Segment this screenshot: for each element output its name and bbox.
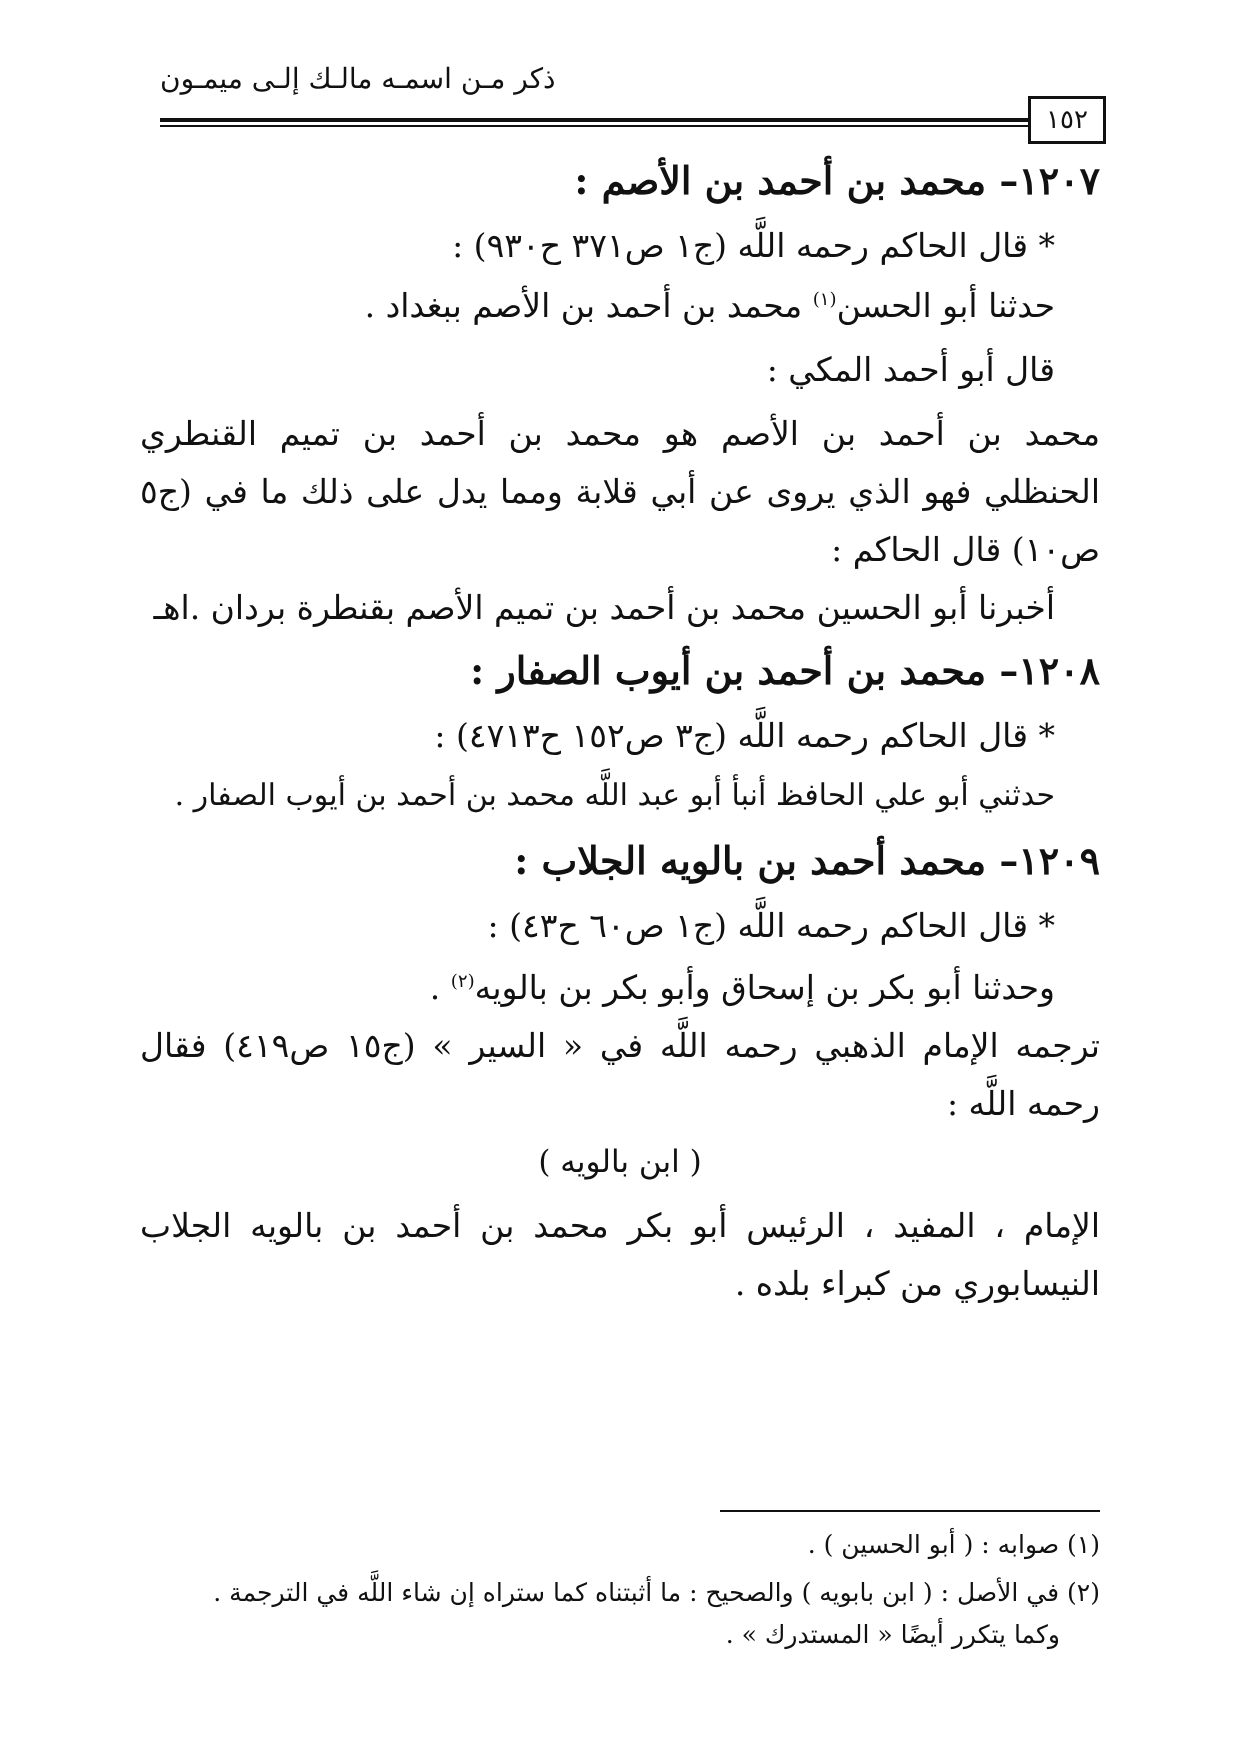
body-line: الحنظلي فهو الذي يروى عن أبي قلابة ومما يدل على ذلك ما في (ج٥ xyxy=(140,472,1100,511)
body-line xyxy=(365,286,1055,325)
narration-text-cont: محمد بن أحمد بن الأصم ببغداد . xyxy=(364,286,803,325)
footnote-2: (٢) في الأصل : ( ابن بابويه ) والصحيح : ما أثبتناه كما ستراه إن شاء اللَّه في الترجمة . xyxy=(213,1578,1100,1607)
footnote-rule xyxy=(720,1510,1100,1512)
body-line: قال أبو أحمد المكي : xyxy=(766,350,1055,389)
page-number: ١٥٢ xyxy=(1046,105,1088,135)
narration-text: حدثنا أبو الحسن xyxy=(836,286,1055,325)
body-line: رحمه اللَّه : xyxy=(946,1084,1100,1123)
body-line: ص١٠) قال الحاكم : xyxy=(831,530,1100,569)
entry-heading-1209: ١٢٠٩– محمد أحمد بن بالويه الجلاب : xyxy=(514,838,1100,883)
citation-1209: * قال الحاكم رحمه اللَّه (ج١ ص٦٠ ح٤٣) : xyxy=(487,906,1055,945)
body-line: أخبرنا أبو الحسين محمد بن أحمد بن تميم الأصم بقنطرة بردان .اهـ xyxy=(153,588,1055,627)
entry-heading-1208: ١٢٠٨– محمد بن أحمد بن أيوب الصفار : xyxy=(470,648,1100,693)
narration-text: وحدثنا أبو بكر بن إسحاق وأبو بكر بن بالويه xyxy=(474,968,1055,1007)
body-line: محمد بن أحمد بن الأصم هو محمد بن أحمد بن تميم القنطري xyxy=(140,414,1100,453)
citation-1208: * قال الحاكم رحمه اللَّه (ج٣ ص١٥٢ ح٤٧١٣) : xyxy=(434,716,1055,755)
footnote-2-cont: وكما يتكرر أيضًا « المستدرك » . xyxy=(725,1620,1060,1649)
body-line xyxy=(430,968,1055,1007)
footnote-marker-1: (١) xyxy=(812,289,837,310)
footnote-1: (١) صوابه : ( أبو الحسين ) . xyxy=(807,1530,1100,1559)
citation-1207: * قال الحاكم رحمه اللَّه (ج١ ص٣٧١ ح٩٣٠) : xyxy=(452,226,1055,265)
narration-end: . xyxy=(429,968,441,1007)
running-header-title: ذكر مـن اسمـه مالـك إلـى ميمـون xyxy=(160,62,556,95)
header-rule xyxy=(160,118,1030,127)
body-line: حدثني أبو علي الحافظ أنبأ أبو عبد اللَّه محمد بن أحمد بن أيوب الصفار . xyxy=(174,778,1055,813)
body-line: النيسابوري من كبراء بلده . xyxy=(734,1264,1100,1303)
section-title: ( ابن بالويه ) xyxy=(538,1144,702,1180)
body-line: الإمام ، المفيد ، الرئيس أبو بكر محمد بن أحمد بن بالويه الجلاب xyxy=(140,1206,1100,1245)
entry-heading-1207: ١٢٠٧– محمد بن أحمد بن الأصم : xyxy=(574,158,1100,203)
footnote-marker-2: (٢) xyxy=(450,971,475,992)
body-line: ترجمه الإمام الذهبي رحمه اللَّه في « السير » (ج١٥ ص٤١٩) فقال xyxy=(140,1026,1100,1065)
page-number-box xyxy=(1028,96,1106,144)
